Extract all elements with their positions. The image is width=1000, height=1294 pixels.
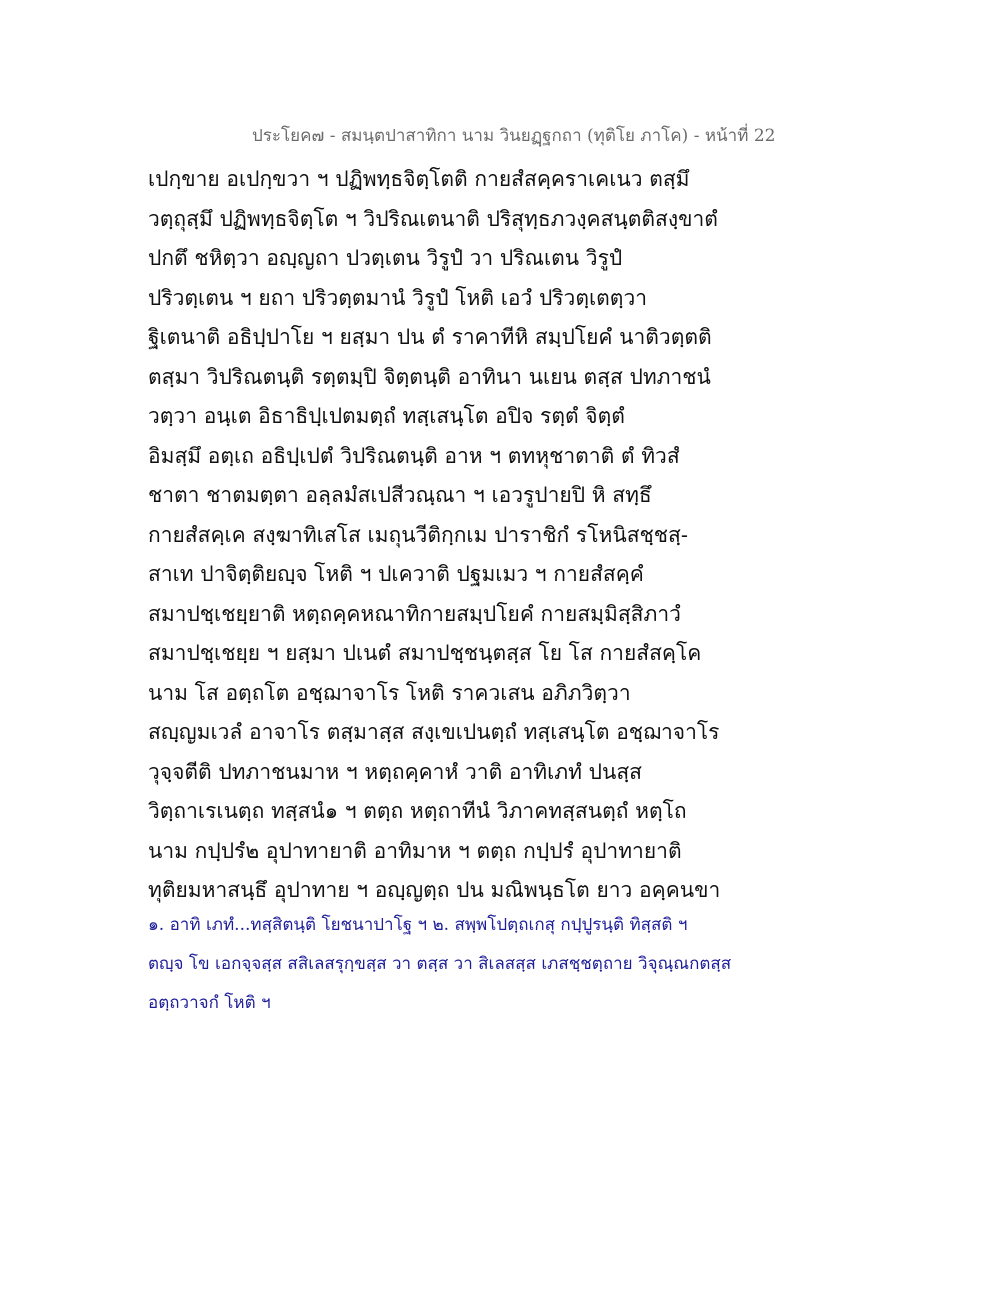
- text-line: ปริวตฺเตน ฯ ยถา ปริวตฺตมานํ วิรูปํ โหติ เอวํ ปริวตฺเตตฺวา: [148, 285, 648, 310]
- text-line: อิมสฺมึ อตฺเถ อธิปฺเปตํ วิปริณตนฺติ อาห ฯ ตทหุชาตาติ ตํ ทิวสํ: [148, 443, 680, 468]
- text-line: ฐิเตนาติ อธิปฺปาโย ฯ ยสฺมา ปน ตํ ราคาทีหิ สมฺปโยคํ นาติวตฺตติ: [148, 325, 712, 349]
- footnote-line: ตญฺจ โข เอกจฺจสฺส สสิเลสรุกฺขสฺส วา ตสฺส วา สิเลสสฺส เภสชฺชตฺถาย วิจุณฺณกตสฺส: [148, 954, 732, 974]
- text-line: ทุติยมหาสนฺธึ อุปาทาย ฯ อญฺญตฺถ ปน มณิพนฺธโต ยาว อคฺคนขา: [148, 878, 721, 902]
- page-header: ประโยค๗ - สมนฺตปาสาทิกา นาม วินยฏฺฐกถา (ทุติโย ภาโค) - หน้าที่ 22: [252, 126, 776, 146]
- footnote-line: ๑. อาทิ เภทํ...ทสฺสิตนฺติ โยชนาปาโฐ ฯ ๒. สพฺพโปตฺถเกสุ กปฺปูรนฺติ ทิสฺสติ ฯ: [148, 915, 688, 935]
- text-line: นาม โส อตฺถโต อชฺฌาจาโร โหติ ราควเสน อภิภวิตฺวา: [148, 680, 631, 705]
- text-line: วตฺวา อนฺเต อิธาธิปฺเปตมตฺถํ ทสฺเสนฺโต อปิจ รตฺตํ จิตฺตํ: [148, 404, 625, 428]
- text-line: กายสํสคฺเค สงฺฆาทิเสโส เมถุนวีติกฺกเม ปาราชิกํ รโหนิสชฺชสฺ-: [148, 522, 688, 547]
- text-line: ปกตึ ชหิตฺวา อญฺญถา ปวตฺเตน วิรูปํ วา ปริณเตน วิรูปํ: [148, 246, 623, 270]
- text-line: สมาปชฺเชยฺยาติ หตฺถคฺคหณาทิกายสมฺปโยคํ กายสมฺมิสฺสิภาวํ: [148, 601, 681, 626]
- text-line: วิตฺถาเรเนตฺถ ทสฺสนํ๑ ฯ ตตฺถ หตฺถาทีนํ วิภาคทสฺสนตฺถํ หตฺโถ: [148, 799, 687, 823]
- text-line: เปกฺขาย อเปกฺขวา ฯ ปฏิพทฺธจิตฺโตติ กายสํสคฺคราเคเนว ตสฺมึ: [148, 167, 690, 191]
- text-line: ตสฺมา วิปริณตนฺติ รตฺตมฺปิ จิตฺตนฺติ อาทินา นเยน ตสฺส ปทภาชนํ: [148, 364, 711, 389]
- text-line: สมาปชฺเชยฺย ฯ ยสฺมา ปเนตํ สมาปชฺชนฺตสฺส โย โส กายสํสคฺโค: [148, 641, 702, 665]
- text-line: สาเท ปาจิตฺติยญฺจ โหติ ฯ ปเควาติ ปฐมเมว ฯ กายสํสคฺคํ: [148, 562, 644, 586]
- text-line: วุจฺจตีติ ปทภาชนมาห ฯ หตฺถคฺคาหํ วาติ อาทิเภทํ ปนสฺส: [148, 759, 642, 784]
- footnote-line: อตฺถวาจกํ โหติ ฯ: [148, 993, 271, 1013]
- footnotes: [148, 906, 868, 1023]
- text-line: นาม กปฺปรํ๒ อุปาทายาติ อาทิมาห ฯ ตตฺถ กปฺปรํ อุปาทายาติ: [148, 838, 682, 863]
- body-text: [148, 160, 868, 911]
- text-line: สญฺญมเวลํ อาจาโร ตสฺมาสฺส สงฺเขเปนตฺถํ ทสฺเสนฺโต อชฺฌาจาโร: [148, 720, 720, 744]
- text-line: ชาตา ชาตมตฺตา อลฺลมํสเปสีวณฺณา ฯ เอวรูปายปิ หิ สทฺธึ: [148, 483, 652, 507]
- text-line: วตฺถุสฺมึ ปฏิพทฺธจิตฺโต ฯ วิปริณเตนาติ ปริสุทฺธภวงฺคสนฺตติสงฺขาตํ: [148, 206, 718, 231]
